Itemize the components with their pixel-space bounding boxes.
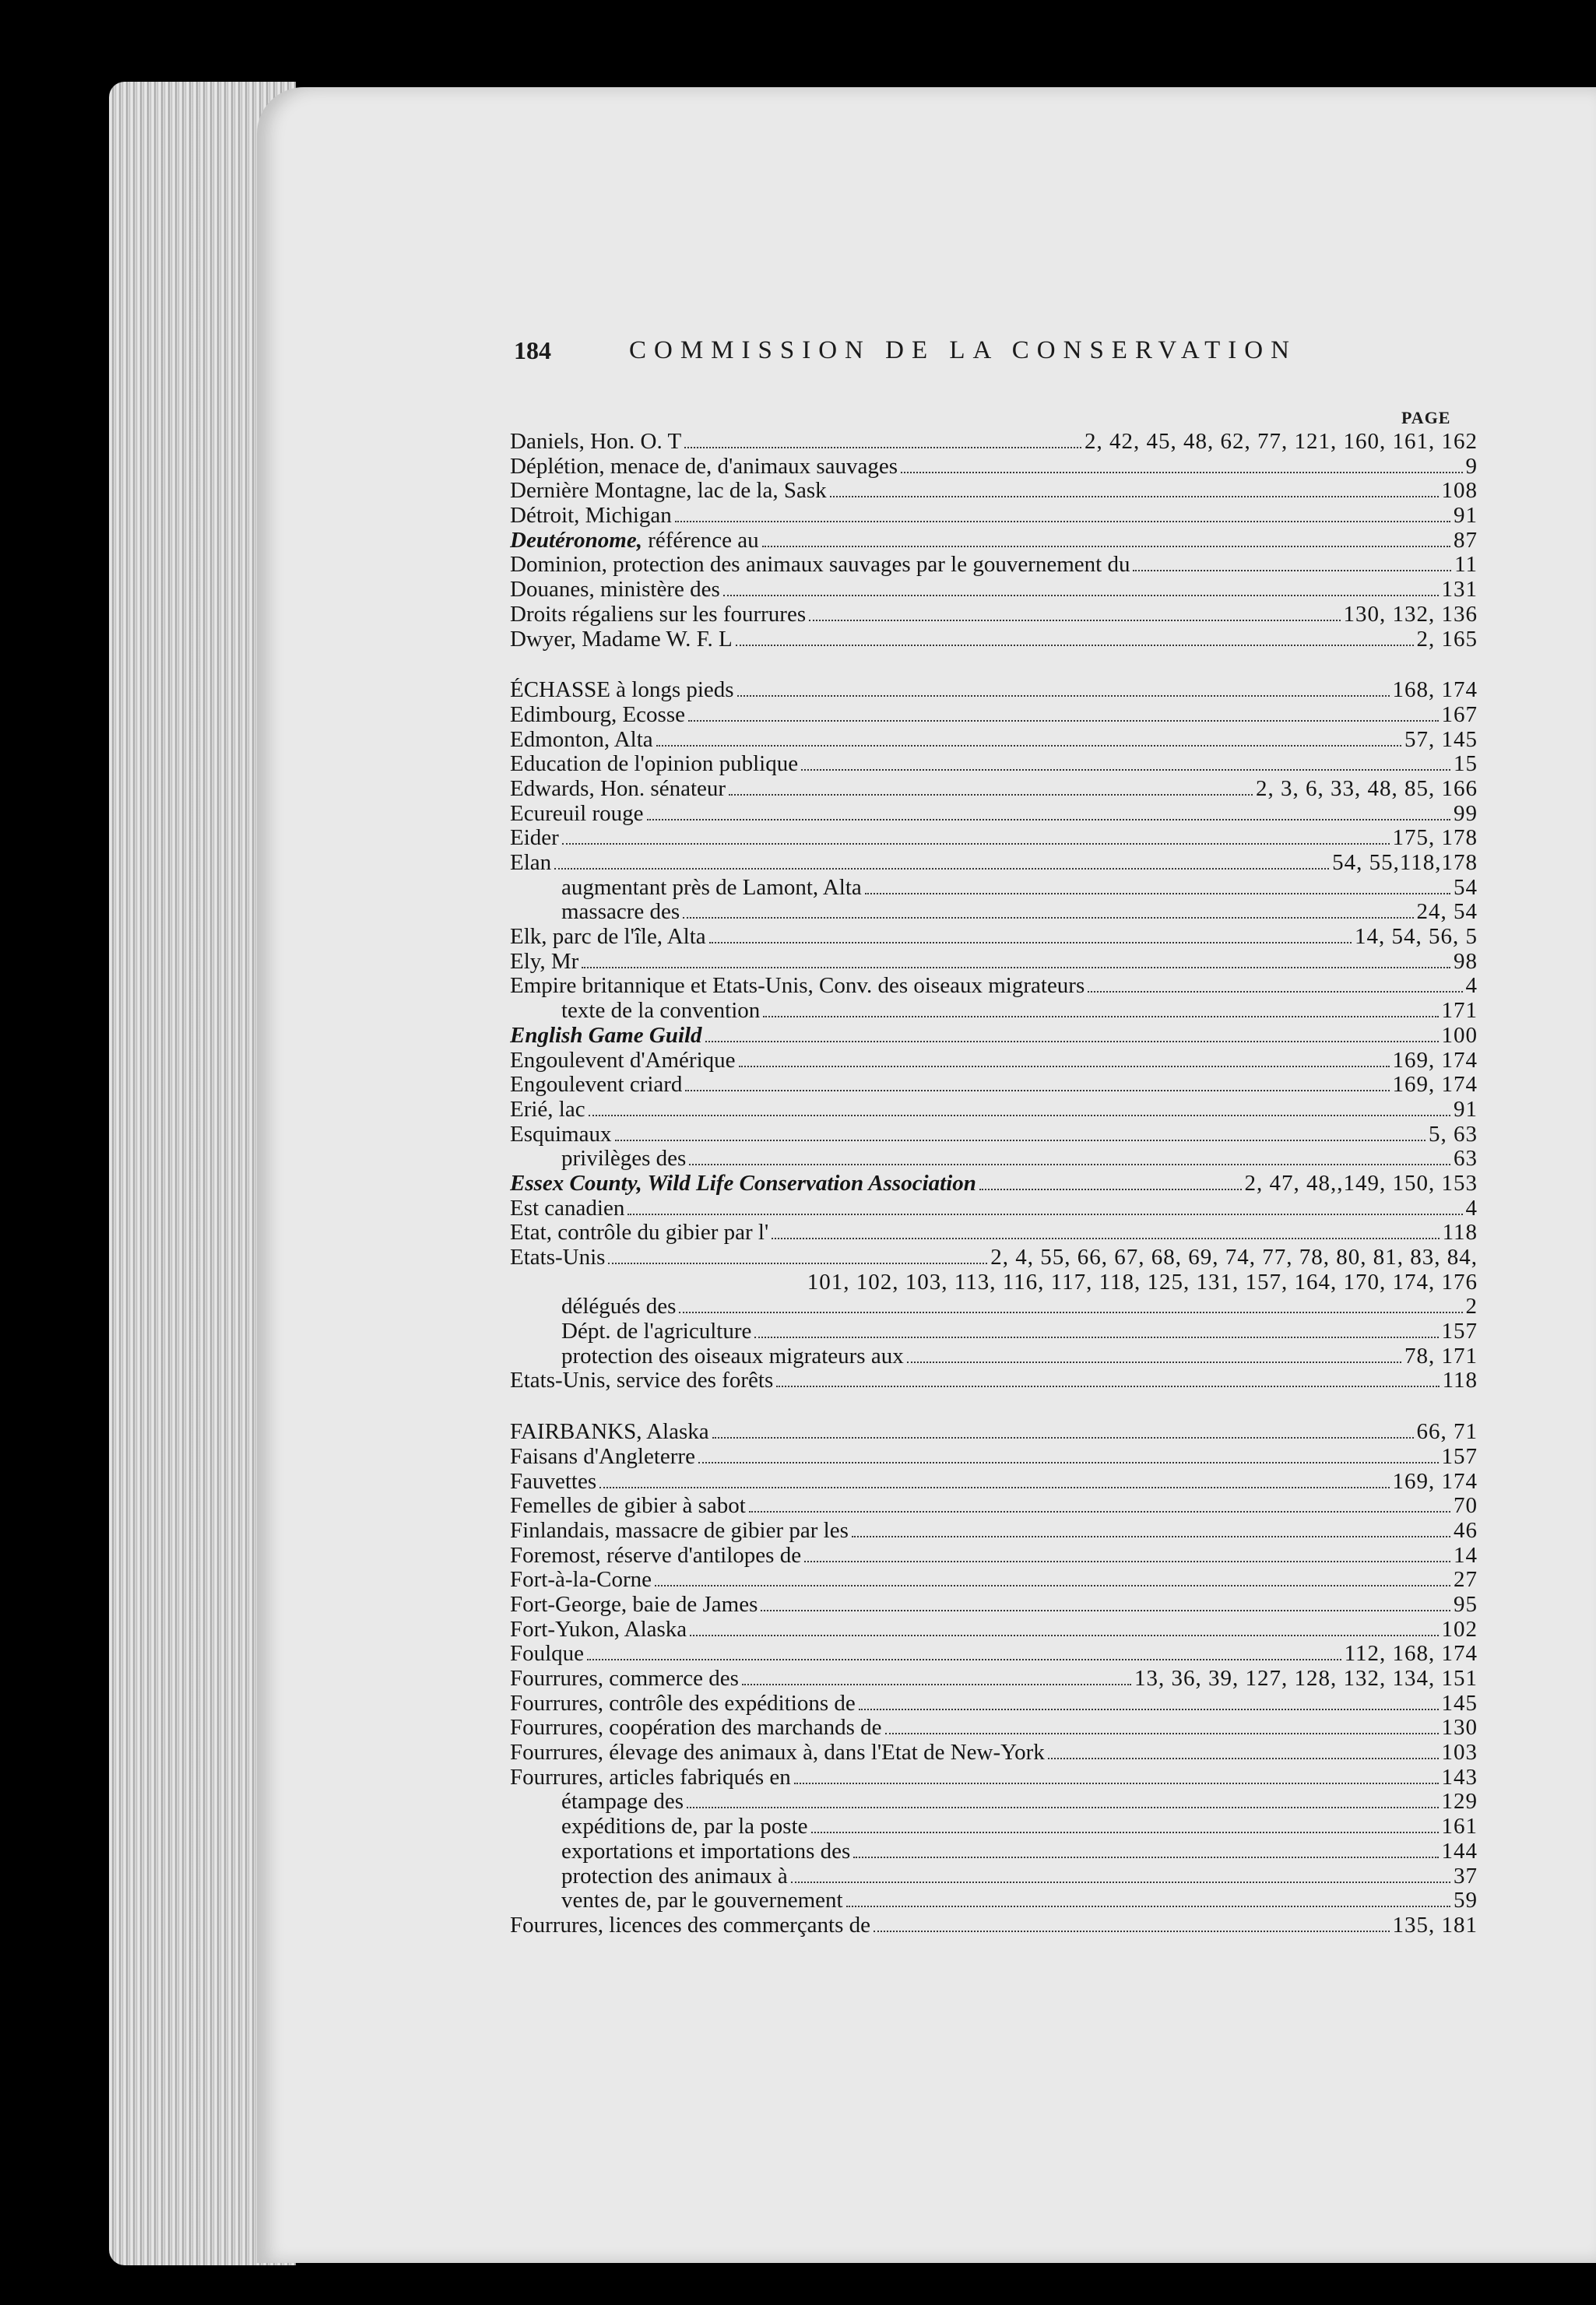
- index-entry: [510, 1073, 1478, 1098]
- dot-leader: [853, 1857, 1438, 1858]
- dot-leader: [705, 1041, 1439, 1042]
- index-entry: [510, 1420, 1478, 1445]
- entry-term: Droits régaliens sur les fourrures: [510, 602, 807, 627]
- dot-leader: [723, 595, 1439, 596]
- dot-leader: [1133, 570, 1451, 571]
- index-subentry: [510, 1864, 1478, 1889]
- dot-leader: [679, 1312, 1462, 1313]
- entry-pages: 157: [1441, 1444, 1478, 1469]
- entry-pages: 54, 55,118,178: [1332, 851, 1478, 875]
- entry-pages: 100: [1441, 1023, 1478, 1048]
- dot-leader: [1088, 991, 1462, 993]
- index-entry: [510, 1741, 1478, 1766]
- dot-leader: [804, 1561, 1450, 1562]
- entry-term: massacre des: [561, 900, 680, 925]
- index-subentry: [510, 876, 1478, 901]
- entry-pages: 2, 42, 45, 48, 62, 77, 121, 160, 161, 162: [1085, 430, 1478, 454]
- entry-term: Fourrures, contrôle des expéditions de: [510, 1691, 856, 1716]
- dot-leader: [772, 1238, 1439, 1239]
- dot-leader: [647, 819, 1450, 820]
- entry-term-rest: référence au: [642, 528, 759, 553]
- entry-term: Fourrures, élevage des animaux à, dans l'Etat de New-York: [510, 1741, 1045, 1766]
- entry-term: English Game Guild: [510, 1023, 702, 1048]
- entry-pages: 2, 4, 55, 66, 67, 68, 69, 74, 77, 78, 80, 81, 83, 84,: [990, 1246, 1478, 1270]
- entry-pages: 4: [1465, 1196, 1478, 1221]
- entry-pages: 59: [1454, 1889, 1478, 1913]
- entry-pages: 46: [1454, 1518, 1478, 1543]
- entry-term: Faisans d'Angleterre: [510, 1444, 695, 1469]
- dot-leader: [901, 472, 1462, 473]
- dot-leader: [712, 1437, 1414, 1439]
- index-entry: [510, 504, 1478, 529]
- entry-term: privilèges des: [561, 1147, 687, 1172]
- dot-leader: [739, 1066, 1390, 1067]
- dot-leader: [761, 1610, 1450, 1611]
- entry-term: Femelles de gibier à sabot: [510, 1494, 746, 1519]
- index-entry: [510, 1494, 1478, 1519]
- entry-pages: 70: [1454, 1494, 1478, 1519]
- entry-term: Dernière Montagne, lac de la, Sask: [510, 479, 827, 504]
- index-entry: [510, 1766, 1478, 1790]
- entry-pages: 118: [1442, 1221, 1478, 1246]
- index-entry: [510, 851, 1478, 876]
- running-title: COMMISSION DE LA CONSERVATION: [629, 336, 1297, 364]
- index-entry: [510, 1667, 1478, 1692]
- dot-leader: [709, 942, 1352, 943]
- entry-pages: 175, 178: [1392, 826, 1478, 851]
- entry-term: Elk, parc de l'île, Alta: [510, 925, 706, 950]
- entry-pages: 13, 36, 39, 127, 128, 132, 134, 151: [1134, 1667, 1478, 1691]
- entry-term: Foulque: [510, 1642, 585, 1667]
- index-entry: [510, 603, 1478, 627]
- entry-pages: 171: [1441, 999, 1478, 1024]
- entry-term: Douanes, ministère des: [510, 578, 720, 603]
- dot-leader: [846, 1906, 1450, 1907]
- dot-leader: [599, 1487, 1389, 1488]
- dot-leader: [685, 1090, 1389, 1091]
- entry-term-italic: Deutéronome,: [510, 528, 642, 553]
- dot-leader: [865, 893, 1450, 894]
- dot-leader: [809, 620, 1340, 621]
- dot-leader: [683, 917, 1413, 919]
- entry-term: Détroit, Michigan: [510, 504, 672, 529]
- entry-term: Fourrures, commerce des: [510, 1667, 739, 1691]
- entry-term: augmentant près de Lamont, Alta: [561, 875, 862, 900]
- index-subentry: [510, 1889, 1478, 1913]
- entry-pages: 103: [1441, 1741, 1478, 1766]
- entry-term: Est canadien: [510, 1196, 625, 1221]
- index-entry: [510, 455, 1478, 480]
- dot-leader: [582, 967, 1450, 968]
- index-entry: [510, 728, 1478, 753]
- entry-pages: 143: [1441, 1765, 1478, 1790]
- index-entry: [510, 777, 1478, 802]
- entry-pages: 27: [1454, 1568, 1478, 1593]
- entry-term: Fauvettes: [510, 1469, 597, 1494]
- entry-pages: 112, 168, 174: [1344, 1642, 1478, 1667]
- index-entry: [510, 1519, 1478, 1544]
- dot-leader: [754, 1337, 1438, 1338]
- index-entry: [510, 1196, 1478, 1221]
- entry-pages: 78, 171: [1404, 1344, 1478, 1369]
- entry-term: Fort-Yukon, Alaska: [510, 1617, 687, 1642]
- index-entry: [510, 1221, 1478, 1246]
- index-entry: [510, 974, 1478, 999]
- index-entry: [510, 703, 1478, 728]
- entry-pages: 169, 174: [1392, 1048, 1478, 1073]
- index-entry: [510, 752, 1478, 777]
- dot-leader: [689, 1164, 1450, 1165]
- entry-term: exportations et importations des: [561, 1839, 851, 1864]
- dot-leader: [979, 1189, 1242, 1190]
- entry-pages: 98: [1454, 949, 1478, 974]
- entry-term: Daniels, Hon. O. T: [510, 430, 682, 454]
- dot-leader: [589, 1115, 1450, 1116]
- entry-term: Fourrures, licences des commerçants de: [510, 1913, 871, 1938]
- index-entry: [510, 802, 1478, 827]
- index-entry: [510, 1544, 1478, 1569]
- entry-pages: 130: [1441, 1716, 1478, 1741]
- dot-leader: [742, 1684, 1131, 1685]
- entry-term: texte de la convention: [561, 999, 761, 1024]
- dot-leader: [562, 843, 1390, 845]
- entry-term: Edmonton, Alta: [510, 727, 653, 752]
- dot-leader: [684, 447, 1081, 448]
- entry-pages: 5, 63: [1429, 1122, 1478, 1147]
- entry-term: Fort-à-la-Corne: [510, 1568, 652, 1593]
- entry-pages: 2, 3, 6, 33, 48, 85, 166: [1256, 776, 1478, 801]
- index-subentry: [510, 1319, 1478, 1344]
- index-entry: [510, 1049, 1478, 1073]
- entry-pages: 99: [1454, 801, 1478, 826]
- index-entry: [510, 1716, 1478, 1741]
- entry-pages: 108: [1441, 479, 1478, 504]
- index-entry: [510, 1568, 1478, 1593]
- entry-pages: 2, 165: [1416, 627, 1478, 652]
- entry-pages: 129: [1441, 1790, 1478, 1815]
- dot-leader: [608, 1263, 987, 1264]
- entry-pages-continuation: 101, 102, 103, 113, 116, 117, 118, 125, 131, 157, 164, 170, 174, 176: [807, 1269, 1478, 1295]
- entry-pages: 14, 54, 56, 5: [1355, 925, 1478, 950]
- entry-term: Engoulevent criard: [510, 1073, 683, 1098]
- entry-term: Empire britannique et Etats-Unis, Conv. des oiseaux migrateurs: [510, 974, 1085, 999]
- entry-pages: 157: [1441, 1319, 1478, 1344]
- dot-leader: [655, 1585, 1450, 1586]
- dot-leader: [1048, 1758, 1439, 1759]
- dot-leader: [688, 720, 1439, 722]
- index-section: [510, 430, 1478, 652]
- entry-pages: 14: [1454, 1543, 1478, 1568]
- index-subentry: [510, 1344, 1478, 1369]
- dot-leader: [776, 1386, 1439, 1387]
- index-entry: [510, 578, 1478, 603]
- entry-term: Fourrures, articles fabriqués en: [510, 1765, 791, 1790]
- entry-term: Essex County, Wild Life Conservation Association: [510, 1171, 976, 1196]
- dot-leader: [907, 1362, 1401, 1363]
- index-entry: [510, 678, 1478, 703]
- entry-pages: 169, 174: [1392, 1073, 1478, 1098]
- entry-pages: 2, 47, 48,,149, 150, 153: [1244, 1171, 1478, 1196]
- entry-pages: 54: [1454, 875, 1478, 900]
- entry-term: Esquimaux: [510, 1122, 612, 1147]
- index-entry: [510, 1123, 1478, 1147]
- entry-term: Edimbourg, Ecosse: [510, 702, 685, 727]
- entry-pages: 91: [1454, 1097, 1478, 1122]
- dot-leader: [554, 868, 1329, 870]
- entry-term: protection des oiseaux migrateurs aux: [561, 1344, 904, 1369]
- entry-term: expéditions de, par la poste: [561, 1815, 808, 1839]
- entry-pages: 168, 174: [1392, 678, 1478, 703]
- index-subentry: [510, 1295, 1478, 1319]
- dot-leader: [656, 745, 1401, 747]
- index-subentry: [510, 1147, 1478, 1172]
- dot-leader: [615, 1140, 1426, 1141]
- index-entry: [510, 430, 1478, 455]
- index-entry: [510, 1470, 1478, 1495]
- entry-term: Foremost, réserve d'antilopes de: [510, 1543, 802, 1568]
- entry-term: Erié, lac: [510, 1097, 585, 1122]
- index-subentry: [510, 900, 1478, 925]
- entry-term: délégués des: [561, 1295, 677, 1319]
- dot-leader: [811, 1832, 1439, 1833]
- dot-leader: [801, 769, 1450, 771]
- entry-pages: 63: [1454, 1147, 1478, 1172]
- entry-term: Eider: [510, 826, 559, 851]
- index-entry: [510, 627, 1478, 652]
- dot-leader: [885, 1733, 1439, 1734]
- entry-term: FAIRBANKS, Alaska: [510, 1420, 709, 1445]
- index-entry: [510, 529, 1478, 553]
- entry-term: Fourrures, coopération des marchands de: [510, 1716, 882, 1741]
- index-subentry: [510, 1815, 1478, 1839]
- entry-term: Dépt. de l'agriculture: [561, 1319, 752, 1344]
- entry-pages: 95: [1454, 1592, 1478, 1617]
- entry-term: Ecureuil rouge: [510, 801, 644, 826]
- dot-leader: [763, 1016, 1438, 1017]
- dot-leader: [852, 1536, 1450, 1537]
- dot-leader: [859, 1709, 1439, 1710]
- entry-pages: 24, 54: [1416, 900, 1478, 925]
- dot-leader: [830, 496, 1439, 497]
- dot-leader: [587, 1659, 1341, 1660]
- entry-pages: 9: [1465, 454, 1478, 479]
- entry-term: Fort-George, baie de James: [510, 1592, 758, 1617]
- entry-pages: 11: [1454, 553, 1478, 578]
- index-entry: [510, 950, 1478, 975]
- entry-term: Ely, Mr: [510, 949, 579, 974]
- index-entry: [510, 1618, 1478, 1643]
- index-entry: [510, 553, 1478, 578]
- dot-leader: [749, 1511, 1450, 1513]
- entry-pages: 2: [1465, 1295, 1478, 1319]
- entry-term: protection des animaux à: [561, 1864, 788, 1889]
- entry-term: Edwards, Hon. sénateur: [510, 776, 726, 801]
- page-header: [514, 336, 1355, 375]
- dot-leader: [687, 1807, 1438, 1808]
- entry-term: ÉCHASSE à longs pieds: [510, 678, 734, 703]
- entry-pages: 66, 71: [1416, 1420, 1478, 1445]
- dot-leader: [736, 645, 1414, 646]
- entry-pages: 161: [1441, 1815, 1478, 1839]
- entry-term: Etat, contrôle du gibier par l': [510, 1221, 769, 1246]
- index-entry: [510, 1246, 1478, 1270]
- entry-pages: 118: [1442, 1369, 1478, 1393]
- dot-leader: [729, 794, 1253, 796]
- index-entry: [510, 479, 1478, 504]
- entry-pages: 169, 174: [1392, 1469, 1478, 1494]
- dot-leader: [675, 521, 1450, 522]
- entry-term: Dwyer, Madame W. F. L: [510, 627, 733, 652]
- entry-term: ventes de, par le gouvernement: [561, 1889, 843, 1913]
- entry-pages: 144: [1441, 1839, 1478, 1864]
- entry-term: étampage des: [561, 1790, 684, 1815]
- dot-leader: [628, 1214, 1462, 1215]
- page-number: 184: [514, 336, 551, 364]
- entry-pages: 37: [1454, 1864, 1478, 1889]
- index-subentry: [510, 1839, 1478, 1864]
- entry-pages: 15: [1454, 752, 1478, 777]
- dot-leader: [762, 546, 1450, 547]
- index-entry: [510, 1593, 1478, 1618]
- dot-leader: [874, 1931, 1389, 1932]
- index-entry: [510, 1913, 1478, 1938]
- entry-pages: 91: [1454, 504, 1478, 529]
- index-entry: [510, 1172, 1478, 1196]
- entry-pages: 131: [1441, 578, 1478, 603]
- entry-term: Elan: [510, 851, 552, 875]
- index-section: [510, 1420, 1478, 1938]
- index-entry: [510, 1642, 1478, 1667]
- entry-term: Engoulevent d'Amérique: [510, 1048, 736, 1073]
- entry-pages: 145: [1441, 1691, 1478, 1716]
- entry-pages: 57, 145: [1404, 727, 1478, 752]
- index-list: [510, 430, 1478, 1938]
- entry-term: Education de l'opinion publique: [510, 752, 799, 777]
- dot-leader: [791, 1882, 1450, 1883]
- index-entry: [510, 1369, 1478, 1393]
- entry-pages: 87: [1454, 528, 1478, 553]
- entry-pages: 130, 132, 136: [1343, 602, 1478, 627]
- entry-term: Etats-Unis, service des forêts: [510, 1369, 774, 1393]
- entry-term: Finlandais, massacre de gibier par les: [510, 1518, 849, 1543]
- entry-pages: 135, 181: [1392, 1913, 1478, 1938]
- index-entry: [510, 925, 1478, 950]
- dot-leader: [698, 1462, 1439, 1463]
- dot-leader: [794, 1783, 1439, 1784]
- entry-term: [510, 529, 759, 553]
- entry-pages: 4: [1465, 974, 1478, 999]
- dot-leader: [737, 695, 1390, 697]
- page-column-label: PAGE: [1401, 408, 1451, 427]
- index-entry: [510, 826, 1478, 851]
- index-subentry: [510, 1790, 1478, 1815]
- dot-leader: [690, 1635, 1438, 1636]
- index-entry: [510, 1692, 1478, 1716]
- index-subentry: [510, 999, 1478, 1024]
- entry-term: Dominion, protection des animaux sauvages par le gouvernement du: [510, 553, 1130, 578]
- entry-pages: 102: [1441, 1617, 1478, 1642]
- index-section: [510, 678, 1478, 1393]
- entry-pages: 167: [1441, 702, 1478, 727]
- index-entry: [510, 1445, 1478, 1470]
- index-entry: [510, 1098, 1478, 1123]
- index-entry: [510, 1024, 1478, 1049]
- entry-term: Déplétion, menace de, d'animaux sauvages: [510, 454, 898, 479]
- entry-term: Etats-Unis: [510, 1246, 606, 1270]
